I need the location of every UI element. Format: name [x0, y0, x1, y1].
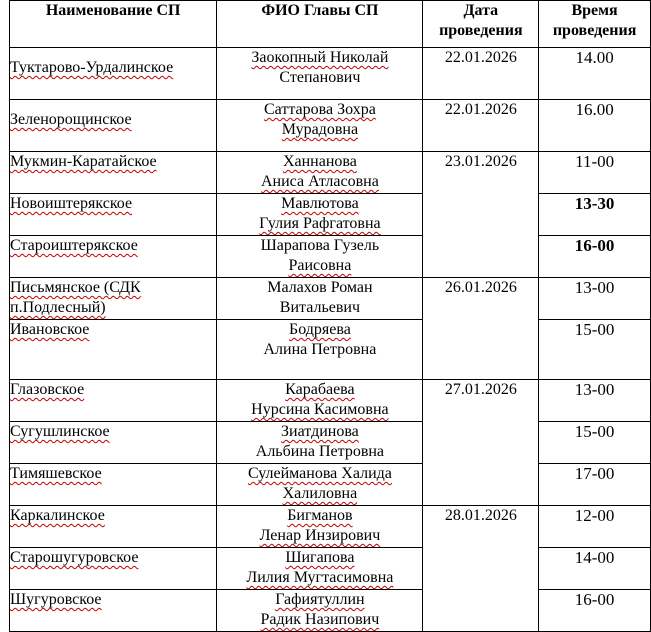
table-row	[10, 320, 651, 380]
header-row	[10, 1, 651, 48]
table-row	[10, 548, 651, 590]
time-cell: 15-00	[539, 320, 651, 380]
sp-name: Староиштерякское	[10, 236, 217, 278]
time-cell: 13-30	[539, 194, 651, 236]
date-cell: 26.01.2026	[423, 278, 539, 380]
time-cell: 12-00	[539, 506, 651, 548]
table-row	[10, 152, 651, 194]
sp-name: Шугуровское	[10, 590, 217, 632]
date-cell: 22.01.2026	[423, 48, 539, 100]
head-name: Саттарова Зохра Мурадовна	[217, 100, 423, 152]
date-cell: 23.01.2026	[423, 152, 539, 278]
time-cell: 13-00	[539, 380, 651, 422]
time-cell: 16.00	[539, 100, 651, 152]
schedule-table	[9, 0, 651, 632]
sp-name: Новоиштерякское	[10, 194, 217, 236]
sp-name: Каркалинское	[10, 506, 217, 548]
head-name: Ханнанова Аниса Атласовна	[217, 152, 423, 194]
head-name: Карабаева Нурсина Касимовна	[217, 380, 423, 422]
time-cell: 11-00	[539, 152, 651, 194]
head-name: Зиатдинова Альбина Петровна	[217, 422, 423, 464]
date-cell: 22.01.2026	[423, 100, 539, 152]
head-name: Сулейманова Халида Халиловна	[217, 464, 423, 506]
sp-name: Сугушлинское	[10, 422, 217, 464]
head-name: Бодряева Алина Петровна	[217, 320, 423, 380]
date-cell: 28.01.2026	[423, 506, 539, 632]
table-row	[10, 422, 651, 464]
time-cell: 16-00	[539, 236, 651, 278]
time-cell: 15-00	[539, 422, 651, 464]
sp-name: Мукмин-Каратайское	[10, 152, 217, 194]
head-name: Шарапова Гузель Раисовна	[217, 236, 423, 278]
sp-name: Письмянское (СДК п.Подлесный)	[10, 278, 217, 320]
head-name: Мавлютова Гулия Рафгатовна	[217, 194, 423, 236]
table-row	[10, 194, 651, 236]
head-name: Бигманов Ленар Инзирович	[217, 506, 423, 548]
time-cell: 17-00	[539, 464, 651, 506]
head-name: Малахов Роман Витальевич	[217, 278, 423, 320]
time-cell: 14.00	[539, 48, 651, 100]
header-date: Дата проведения	[423, 1, 539, 48]
head-name: Заокопный Николай Степанович	[217, 48, 423, 100]
sp-name: Туктарово-Урдалинское	[10, 48, 217, 100]
table-row	[10, 506, 651, 548]
header-time: Время проведения	[539, 1, 651, 48]
time-cell: 13-00	[539, 278, 651, 320]
sp-name: Старошугуровское	[10, 548, 217, 590]
head-name: Шигапова Лилия Мугтасимовна	[217, 548, 423, 590]
sp-name: Ивановское	[10, 320, 217, 380]
table-row	[10, 380, 651, 422]
time-cell: 16-00	[539, 590, 651, 632]
time-cell: 14-00	[539, 548, 651, 590]
sp-name: Глазовское	[10, 380, 217, 422]
date-cell: 27.01.2026	[423, 380, 539, 506]
table-row	[10, 100, 651, 152]
table-row	[10, 590, 651, 632]
table-row	[10, 236, 651, 278]
header-sp: Наименование СП	[10, 1, 217, 48]
table-row	[10, 464, 651, 506]
table-row	[10, 278, 651, 320]
head-name: Гафиятуллин Радик Назипович	[217, 590, 423, 632]
sp-name: Зеленорощинское	[10, 100, 217, 152]
sp-name: Тимяшевское	[10, 464, 217, 506]
table-row	[10, 48, 651, 100]
header-fio: ФИО Главы СП	[217, 1, 423, 48]
